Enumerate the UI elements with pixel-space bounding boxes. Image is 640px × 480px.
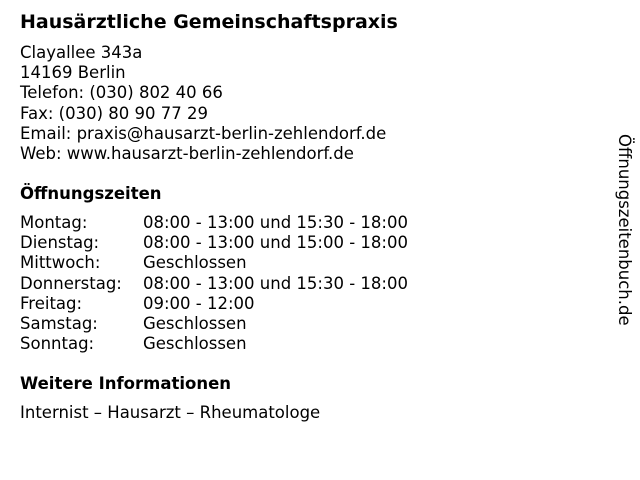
street-address: Clayallee 343a	[20, 43, 143, 62]
day-label: Freitag:	[20, 293, 83, 313]
day-label: Donnerstag:	[20, 273, 122, 293]
hours-row-thursday	[20, 274, 460, 294]
time-value: 09:00 - 12:00	[143, 293, 255, 313]
specialties-text: Internist – Hausarzt – Rheumatologe	[20, 403, 321, 422]
hours-row-friday	[20, 294, 460, 314]
email-address: Email: praxis@hausarzt-berlin-zehlendorf.de	[20, 123, 387, 143]
time-value: 08:00 - 13:00 und 15:30 - 18:00	[143, 273, 408, 293]
opening-hours-table	[20, 213, 460, 354]
hours-row-monday	[20, 213, 460, 233]
day-label: Samstag:	[20, 313, 98, 333]
hours-row-tuesday	[20, 233, 460, 253]
contact-block	[20, 43, 386, 164]
day-label: Dienstag:	[20, 233, 100, 253]
practice-name: Hausärztliche Gemeinschaftspraxis	[20, 11, 398, 33]
day-label: Montag:	[20, 213, 88, 232]
hours-row-saturday	[20, 314, 460, 334]
fax-number: Fax: (030) 80 90 77 29	[20, 103, 208, 123]
day-label: Mittwoch:	[20, 253, 101, 273]
time-value: Geschlossen	[143, 253, 247, 273]
day-label: Sonntag:	[20, 334, 95, 354]
time-value: Geschlossen	[143, 334, 247, 354]
watermark-text: Öffnungszeitenbuch.de	[615, 134, 634, 326]
hours-row-sunday	[20, 334, 460, 354]
opening-hours-heading: Öffnungszeiten	[20, 184, 162, 203]
website: Web: www.hausarzt-berlin-zehlendorf.de	[20, 143, 354, 163]
hours-row-wednesday	[20, 253, 460, 273]
city: 14169 Berlin	[20, 63, 126, 83]
further-info-heading: Weitere Informationen	[20, 374, 232, 393]
phone-number: Telefon: (030) 802 40 66	[20, 83, 223, 103]
time-value: Geschlossen	[143, 313, 247, 333]
time-value: 08:00 - 13:00 und 15:30 - 18:00	[143, 213, 408, 232]
time-value: 08:00 - 13:00 und 15:00 - 18:00	[143, 233, 408, 253]
